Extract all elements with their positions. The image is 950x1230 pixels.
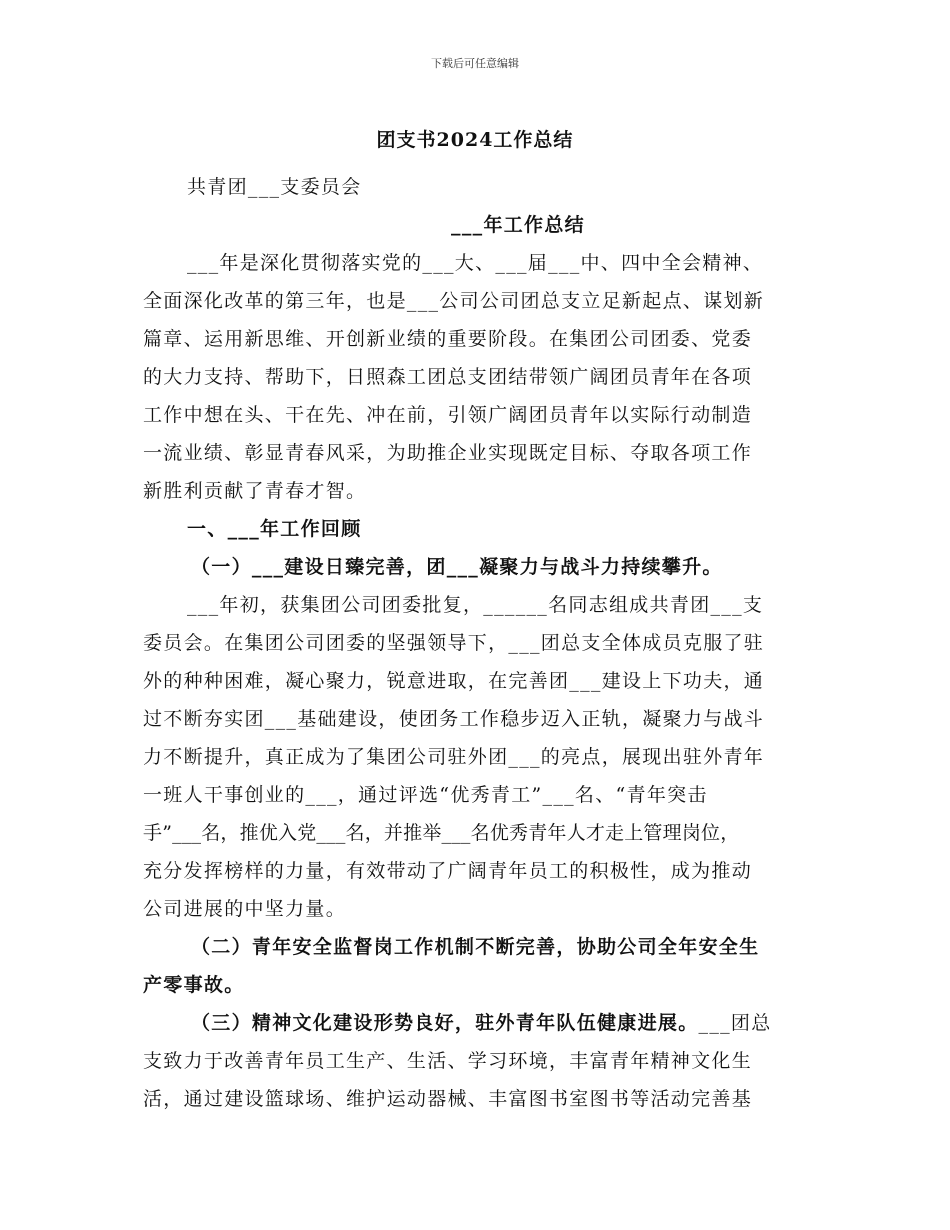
paragraph-line: 篇章、运用新思维、开创新业绩的重要阶段。在集团公司团委、党委 (143, 328, 753, 350)
paragraph-line: 手”___名，推优入党___名，并推举___名优秀青年人才走上管理岗位， (143, 822, 740, 844)
header-note: 下载后可任意编辑 (431, 57, 519, 70)
paragraph-line: 充分发挥榜样的力量，有效带动了广阔青年员工的积极性，成为推动 (143, 860, 753, 882)
paragraph-line: 的大力支持、帮助下，日照森工团总支团结带领广阔团员青年在各项 (143, 366, 753, 388)
subsection-heading: （一）___建设日臻完善，团___凝聚力与战斗力持续攀升。 (191, 556, 723, 578)
document-body (143, 168, 813, 1118)
paragraph-line: 过不断夯实团___基础建设，使团务工作稳步迈入正轨，凝聚力与战斗 (143, 708, 765, 730)
subsection-heading: （三）精神文化建设形势良好，驻外青年队伍健康进展。 (191, 1012, 699, 1034)
paragraph-line: 委员会。在集团公司团委的坚强领导下，___团总支全体成员克服了驻 (143, 632, 765, 654)
subsection-heading: （二）青年安全监督岗工作机制不断完善，协助公司全年安全生 (191, 936, 760, 958)
subsection-heading-multiline (143, 928, 813, 1004)
section-heading: 一、___年工作回顾 (187, 518, 362, 540)
paragraph-line: 工作中想在头、干在先、冲在前，引领广阔团员青年以实际行动制造 (143, 404, 753, 426)
paragraph-line: 支致力于改善青年员工生产、生活、学习环境，丰富青年精神文化生 (143, 1050, 753, 1072)
paragraph-line: 全面深化改革的第三年，也是___公司公司团总支立足新起点、谋划新 (143, 290, 765, 312)
subsection-paragraph (143, 1004, 813, 1118)
subsection-paragraph (143, 586, 813, 928)
paragraph-line: 一班人干事创业的___，通过评选“优秀青工”___名、“青年突击 (143, 784, 708, 806)
subtitle: ___年工作总结 (451, 214, 585, 236)
paragraph-line (143, 1004, 813, 1042)
paragraph-line: 力不断提升，真正成为了集团公司驻外团___的亮点，展现出驻外青年 (143, 746, 765, 768)
paragraph-line: 公司进展的中坚力量。 (143, 898, 347, 920)
paragraph-line: 活，通过建设篮球场、维护运动器械、丰富图书室图书等活动完善基 (143, 1088, 753, 1110)
document-title: 团支书2024工作总结 (376, 129, 574, 151)
paragraph-line: 一流业绩、彰显青春风采，为助推企业实现既定目标、夺取各项工作 (143, 442, 753, 464)
paragraph-line: 新胜利贡献了青春才智。 (143, 480, 367, 502)
paragraph-line: 外的种种困难，凝心聚力，锐意进取，在完善团___建设上下功夫，通 (143, 670, 765, 692)
paragraph-lead: ___团总 (698, 1012, 772, 1034)
paragraph-line: ___年是深化贯彻落实党的___大、___届___中、四中全会精神、 (187, 252, 764, 274)
paragraph-line: ___年初，获集团公司团委批复，______名同志组成共青团___支 (187, 594, 764, 616)
intro-paragraph (143, 244, 813, 510)
subsection-heading: 产零事故。 (143, 974, 245, 996)
organization-line: 共青团___支委员会 (187, 176, 362, 198)
